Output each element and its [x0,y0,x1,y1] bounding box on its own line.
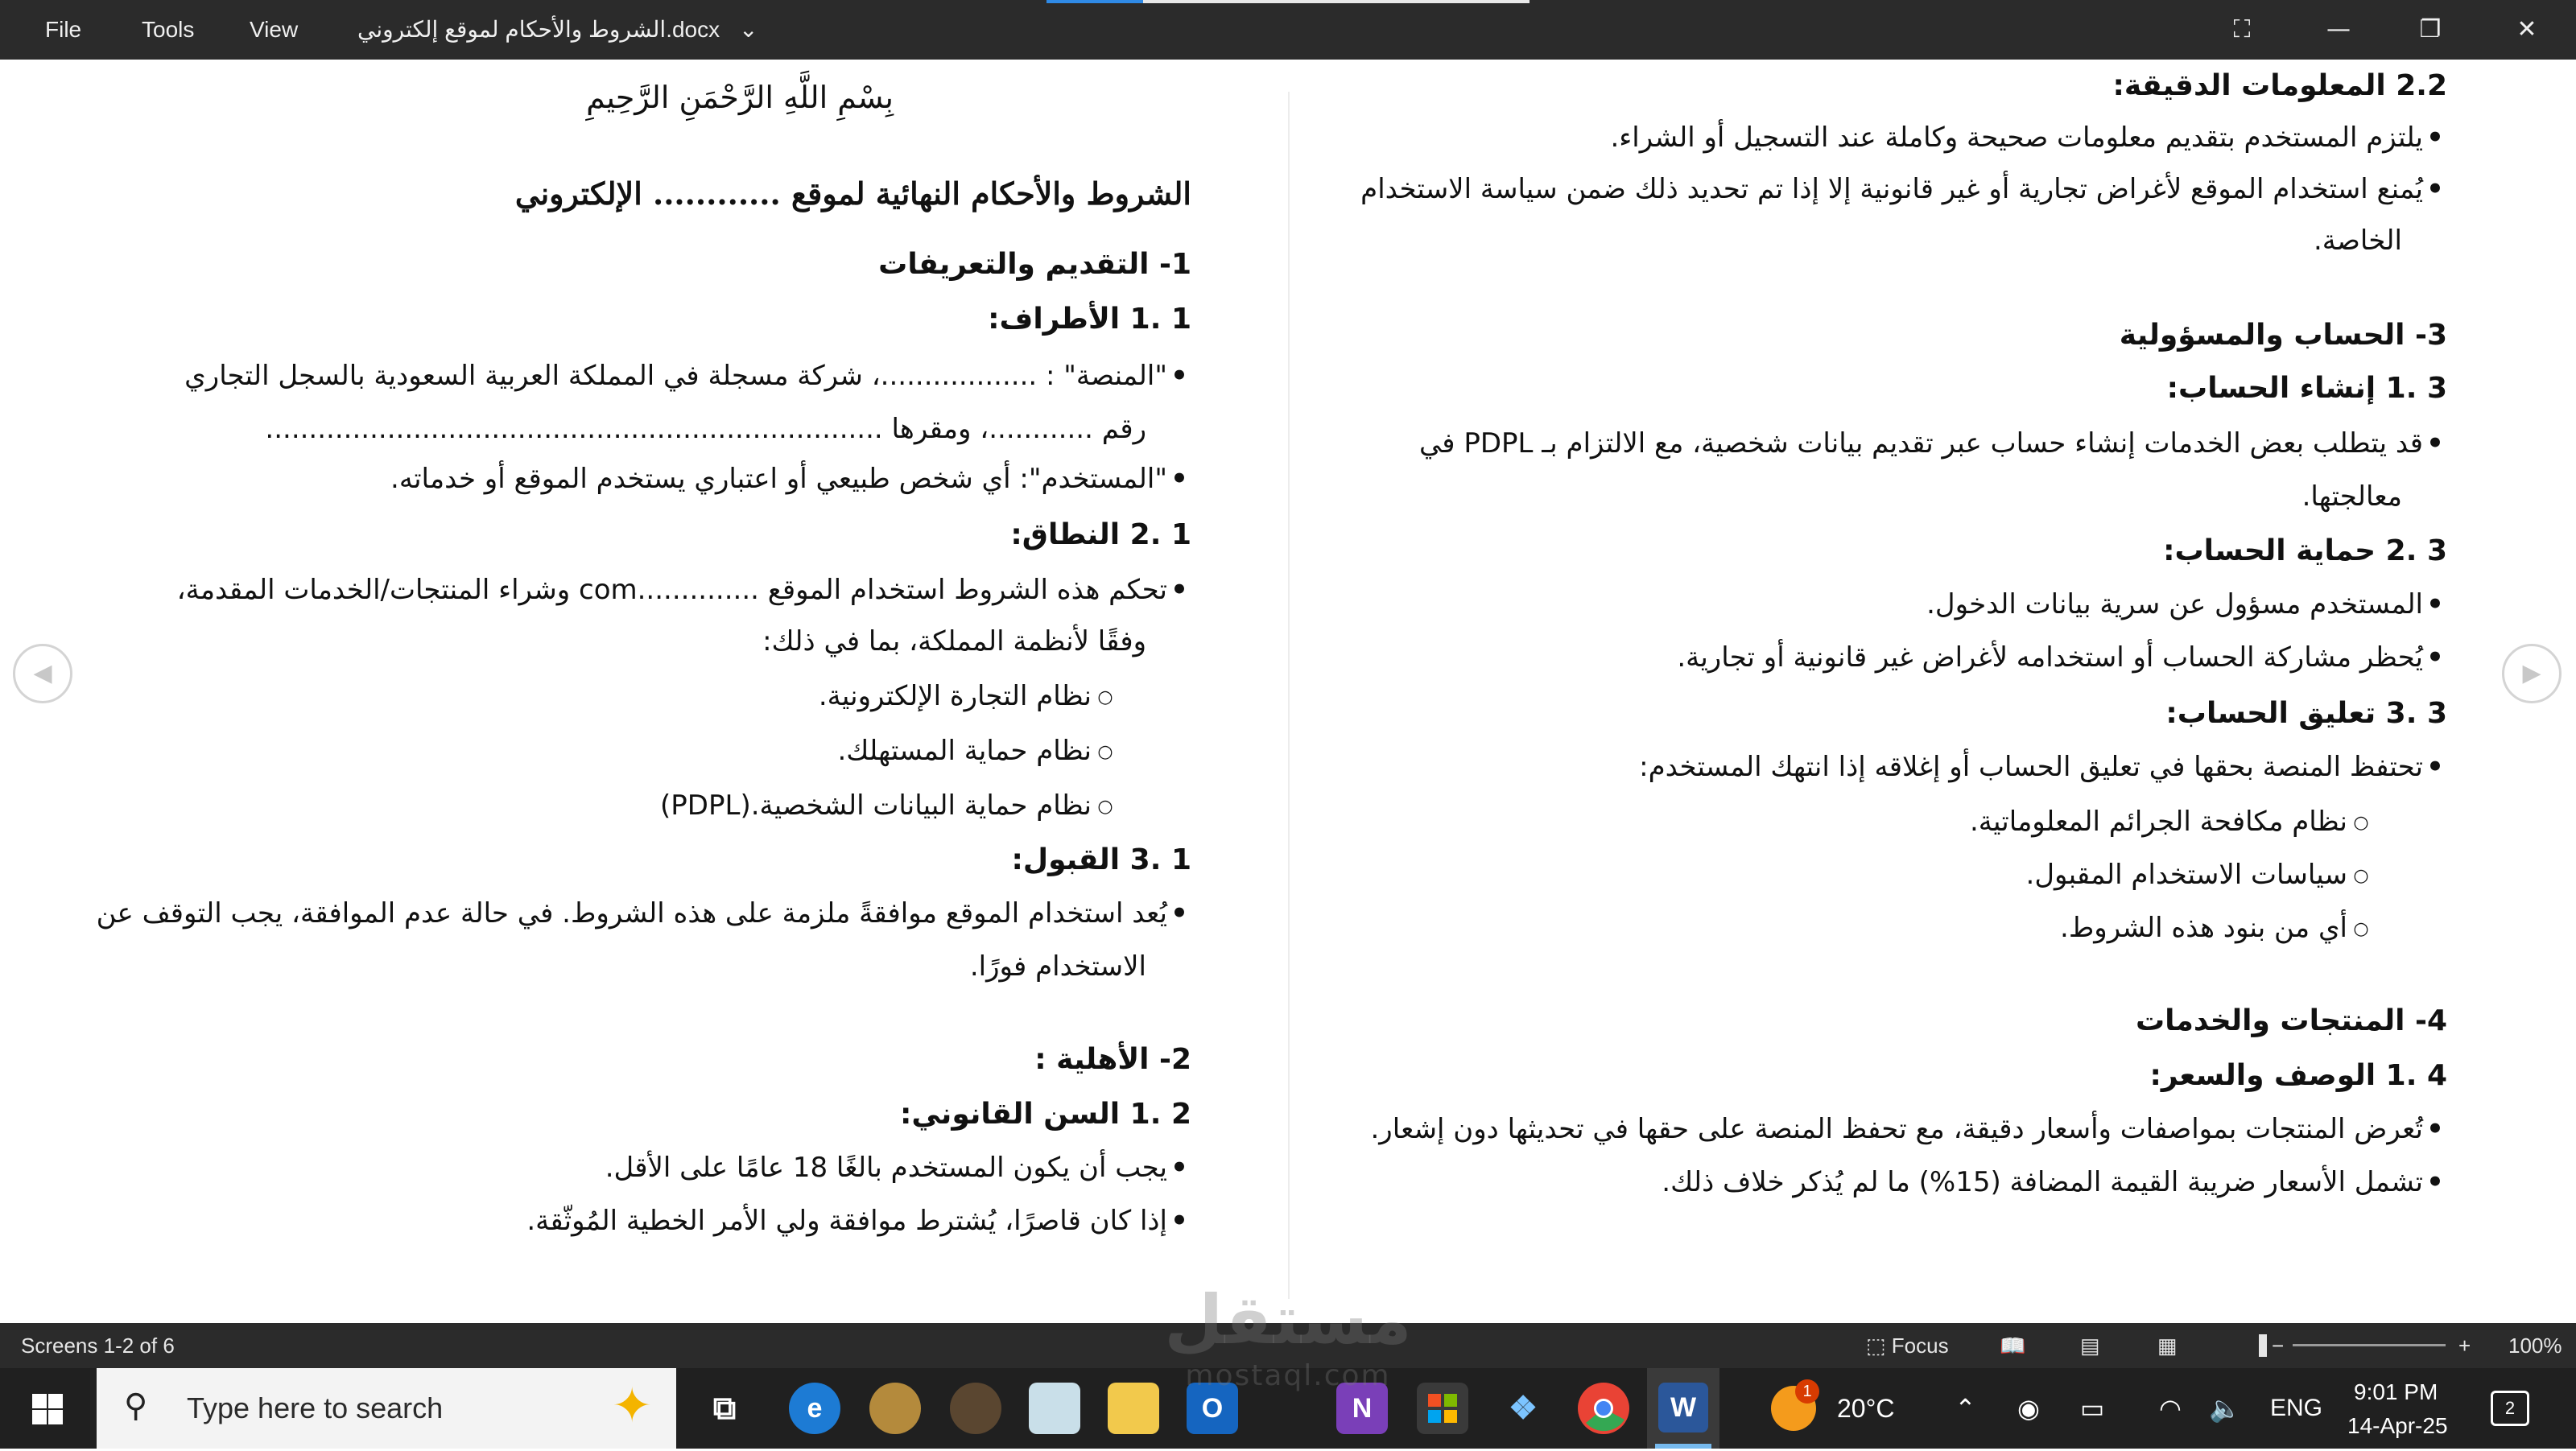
document-line-bullet: • قد يتطلب بعض الخدمات إنشاء حساب عبر تقديم بيانات شخصية، مع الالتزام بـ PDPL في [1419,417,2447,470]
loading-track [1143,0,1530,3]
search-placeholder: Type here to search [187,1391,444,1424]
document-line-bullet: • تحتفظ المنصة بحقها في تعليق الحساب أو إغلاقه إذا انتهك المستخدم: [1639,740,2447,794]
document-line-sub: ○ نظام مكافحة الجرائم المعلوماتية. [1970,795,2375,850]
web-layout-view-icon[interactable]: ▦ [2157,1334,2178,1358]
document-line-bullet: • يُمنع استخدام الموقع لأغراض تجارية أو غير قانونية إلا إذا تم تحديد ذلك ضمن سياسة الاستخدام [1360,163,2447,216]
sparkle-icon: ✦ [612,1379,653,1432]
loading-progress [1046,0,1143,3]
windows-logo-icon [32,1410,47,1424]
read-mode-view-icon[interactable]: 📖 [2000,1334,2026,1358]
chevron-up-icon[interactable]: ⌃ [1955,1394,1976,1423]
menu-tools[interactable]: Tools [142,17,195,42]
document-line-h2: 3 .3 تعليق الحساب: [2165,697,2447,730]
document-line-bullet: • تُعرض المنتجات بمواصفات وأسعار دقيقة، مع تحفظ المنصة على حقها في تحديثها دون إشعار. [1371,1103,2448,1156]
word-taskbar-button[interactable] [1647,1368,1719,1449]
tray-record-icon[interactable]: ◉ [2017,1394,2040,1423]
document-title[interactable]: الشروط والأحكام لموقع إلكتروني.docx [357,17,720,42]
document-line-h2: 3 .1 إنشاء الحساب: [2166,372,2447,405]
focus-button[interactable] [1866,1323,1949,1368]
notification-count: 2 [2504,1398,2516,1418]
fullscreen-icon[interactable]: ⛶ [2233,15,2251,43]
document-line-title-line: الشروط والأحكام النهائية لموقع ............ الإلكتروني [514,175,1191,212]
document-line-bullet: • "المنصة" : ..................، شركة مسجلة في المملكة العربية السعودية بالسجل التجاري [184,349,1191,402]
app-dark-emblem-icon[interactable] [950,1383,1001,1434]
watermark-logo [1127,1280,1449,1408]
document-line-h1: 2- الأهلية : [1034,1043,1191,1076]
start-button[interactable] [0,1368,95,1449]
notification-center-button[interactable] [2491,1391,2529,1426]
document-line-bullet: • إذا كان قاصرًا، يُشترط موافقة ولي الأمر الخطية المُوثّقة. [526,1194,1191,1247]
zoom-slider[interactable] [2293,1344,2446,1346]
document-line-sub: ○ نظام حماية البيانات الشخصية.(PDPL) [660,779,1119,834]
document-line-bullet: • يجب أن يكون المستخدم بالغًا 18 عامًا على الأقل. [605,1141,1191,1194]
battery-icon[interactable]: ▭ [2080,1394,2105,1423]
document-line-cont: معالجتها. [2301,480,2402,513]
active-app-indicator [1655,1444,1711,1449]
document-line-sub: ○ نظام حماية المستهلك. [837,724,1119,779]
language-indicator[interactable]: ENG [2270,1395,2323,1421]
volume-icon[interactable]: 🔈 [2209,1394,2241,1423]
document-line-h2: 2.2 المعلومات الدقيقة: [2112,69,2447,102]
copilot-icon[interactable]: ❖ [1509,1391,1538,1426]
word-icon: W [1658,1383,1708,1432]
document-line-bullet: • يُعد استخدام الموقع موافقةً ملزمة على هذه الشروط. في حالة عدم الموافقة، يجب التوقف عن [97,887,1191,940]
document-line-h2: 1 .1 الأطراف: [988,303,1191,336]
restore-button[interactable]: ❐ [2419,15,2442,43]
document-line-bullet: • يلتزم المستخدم بتقديم معلومات صحيحة وكاملة عند التسجيل أو الشراء. [1611,111,2448,164]
weather-alert-badge: 1 [1795,1379,1819,1404]
print-layout-view-icon[interactable]: ▤ [2080,1334,2100,1358]
document-line-h1: 3- الحساب والمسؤولية [2119,319,2447,352]
minimize-button[interactable]: — [2326,15,2351,43]
windows-logo-icon [32,1394,47,1408]
chrome-logo-icon [1578,1383,1629,1434]
next-screen-button[interactable]: ▶ [2502,644,2562,703]
menu-view[interactable]: View [250,17,299,42]
photos-app-icon[interactable] [1029,1383,1080,1434]
document-line-sub: ○ نظام التجارة الإلكترونية. [819,670,1119,724]
read-mode-document [0,60,2576,1323]
app-gold-emblem-icon[interactable] [869,1383,921,1434]
close-button[interactable]: ✕ [2516,15,2537,43]
zoom-in-button[interactable]: + [2458,1334,2471,1358]
watermark-latin: mostaql.com [1185,1359,1391,1392]
focus-label: Focus [1891,1334,1949,1358]
windows-logo-icon [48,1410,63,1424]
chrome-icon[interactable] [1578,1383,1629,1434]
outlook-icon[interactable]: O [1187,1383,1238,1434]
document-line-h2: 1 .2 النطاق: [1010,518,1191,551]
task-view-icon[interactable]: ⧉ [712,1391,737,1426]
document-line-sub: ○ أي من بنود هذه الشروط. [2060,901,2375,956]
document-line-bullet: • يُحظر مشاركة الحساب أو استخدامه لأغراض غير قانونية أو تجارية. [1677,631,2447,684]
document-line-cont: الخاصة. [2313,225,2402,257]
zoom-out-button[interactable]: − [2272,1334,2285,1358]
document-line-h2: 3 .2 حماية الحساب: [2163,534,2447,567]
clock-time[interactable]: 9:01 PM [2354,1379,2438,1404]
chevron-down-icon[interactable]: ⌄ [739,17,758,42]
document-line-sub: ○ سياسات الاستخدام المقبول. [2026,848,2375,903]
menu-file[interactable]: File [45,17,82,42]
edge-browser-icon[interactable]: e [789,1383,840,1434]
document-line-h1: 4- المنتجات والخدمات [2135,1004,2447,1037]
watermark-arabic: مستقل [1164,1280,1412,1359]
document-line-cont: رقم ............، ومقرها ....................................................................... [265,413,1146,445]
previous-screen-button[interactable]: ◀ [13,644,72,703]
weather-temperature[interactable]: 20°C [1837,1394,1895,1423]
title-bar [0,0,2576,60]
clock-date[interactable]: 14-Apr-25 [2347,1413,2448,1438]
document-line-h2: 1 .3 القبول: [1011,843,1191,876]
document-line-bullet: • "المستخدم": أي شخص طبيعي أو اعتباري يستخدم الموقع أو خدماته. [390,452,1191,505]
taskbar-search-box[interactable] [97,1368,676,1449]
page-divider [1288,92,1290,1299]
windows-logo-icon [48,1394,63,1408]
document-line-h1: 1- التقديم والتعريفات [878,248,1191,281]
document-line-basmala: بِسْمِ اللَّهِ الرَّحْمَنِ الرَّحِيمِ [586,80,894,115]
document-line-h2: 2 .1 السن القانوني: [899,1098,1191,1131]
wifi-icon[interactable]: ◠ [2159,1394,2182,1423]
search-icon: ⚲ [124,1388,148,1424]
zoom-level[interactable]: 100% [2508,1334,2562,1358]
onenote-icon[interactable]: N [1336,1383,1388,1434]
document-line-bullet: • تشمل الأسعار ضريبة القيمة المضافة (15%) ما لم يُذكر خلاف ذلك. [1662,1156,2447,1209]
document-line-bullet: • تحكم هذه الشروط استخدام الموقع ..............com وشراء المنتجات/الخدمات المقدمة، [177,563,1191,616]
screen-count-label: Screens 1-2 of 6 [21,1334,175,1358]
focus-icon: ⬚ [1866,1334,1892,1358]
document-line-cont: وفقًا لأنظمة المملكة، بما في ذلك: [762,625,1146,657]
document-line-cont: الاستخدام فورًا. [969,950,1146,983]
document-line-bullet: • المستخدم مسؤول عن سرية بيانات الدخول. [1926,578,2447,631]
document-line-h2: 4 .1 الوصف والسعر: [2149,1059,2447,1092]
zoom-slider-thumb[interactable] [2259,1334,2267,1357]
